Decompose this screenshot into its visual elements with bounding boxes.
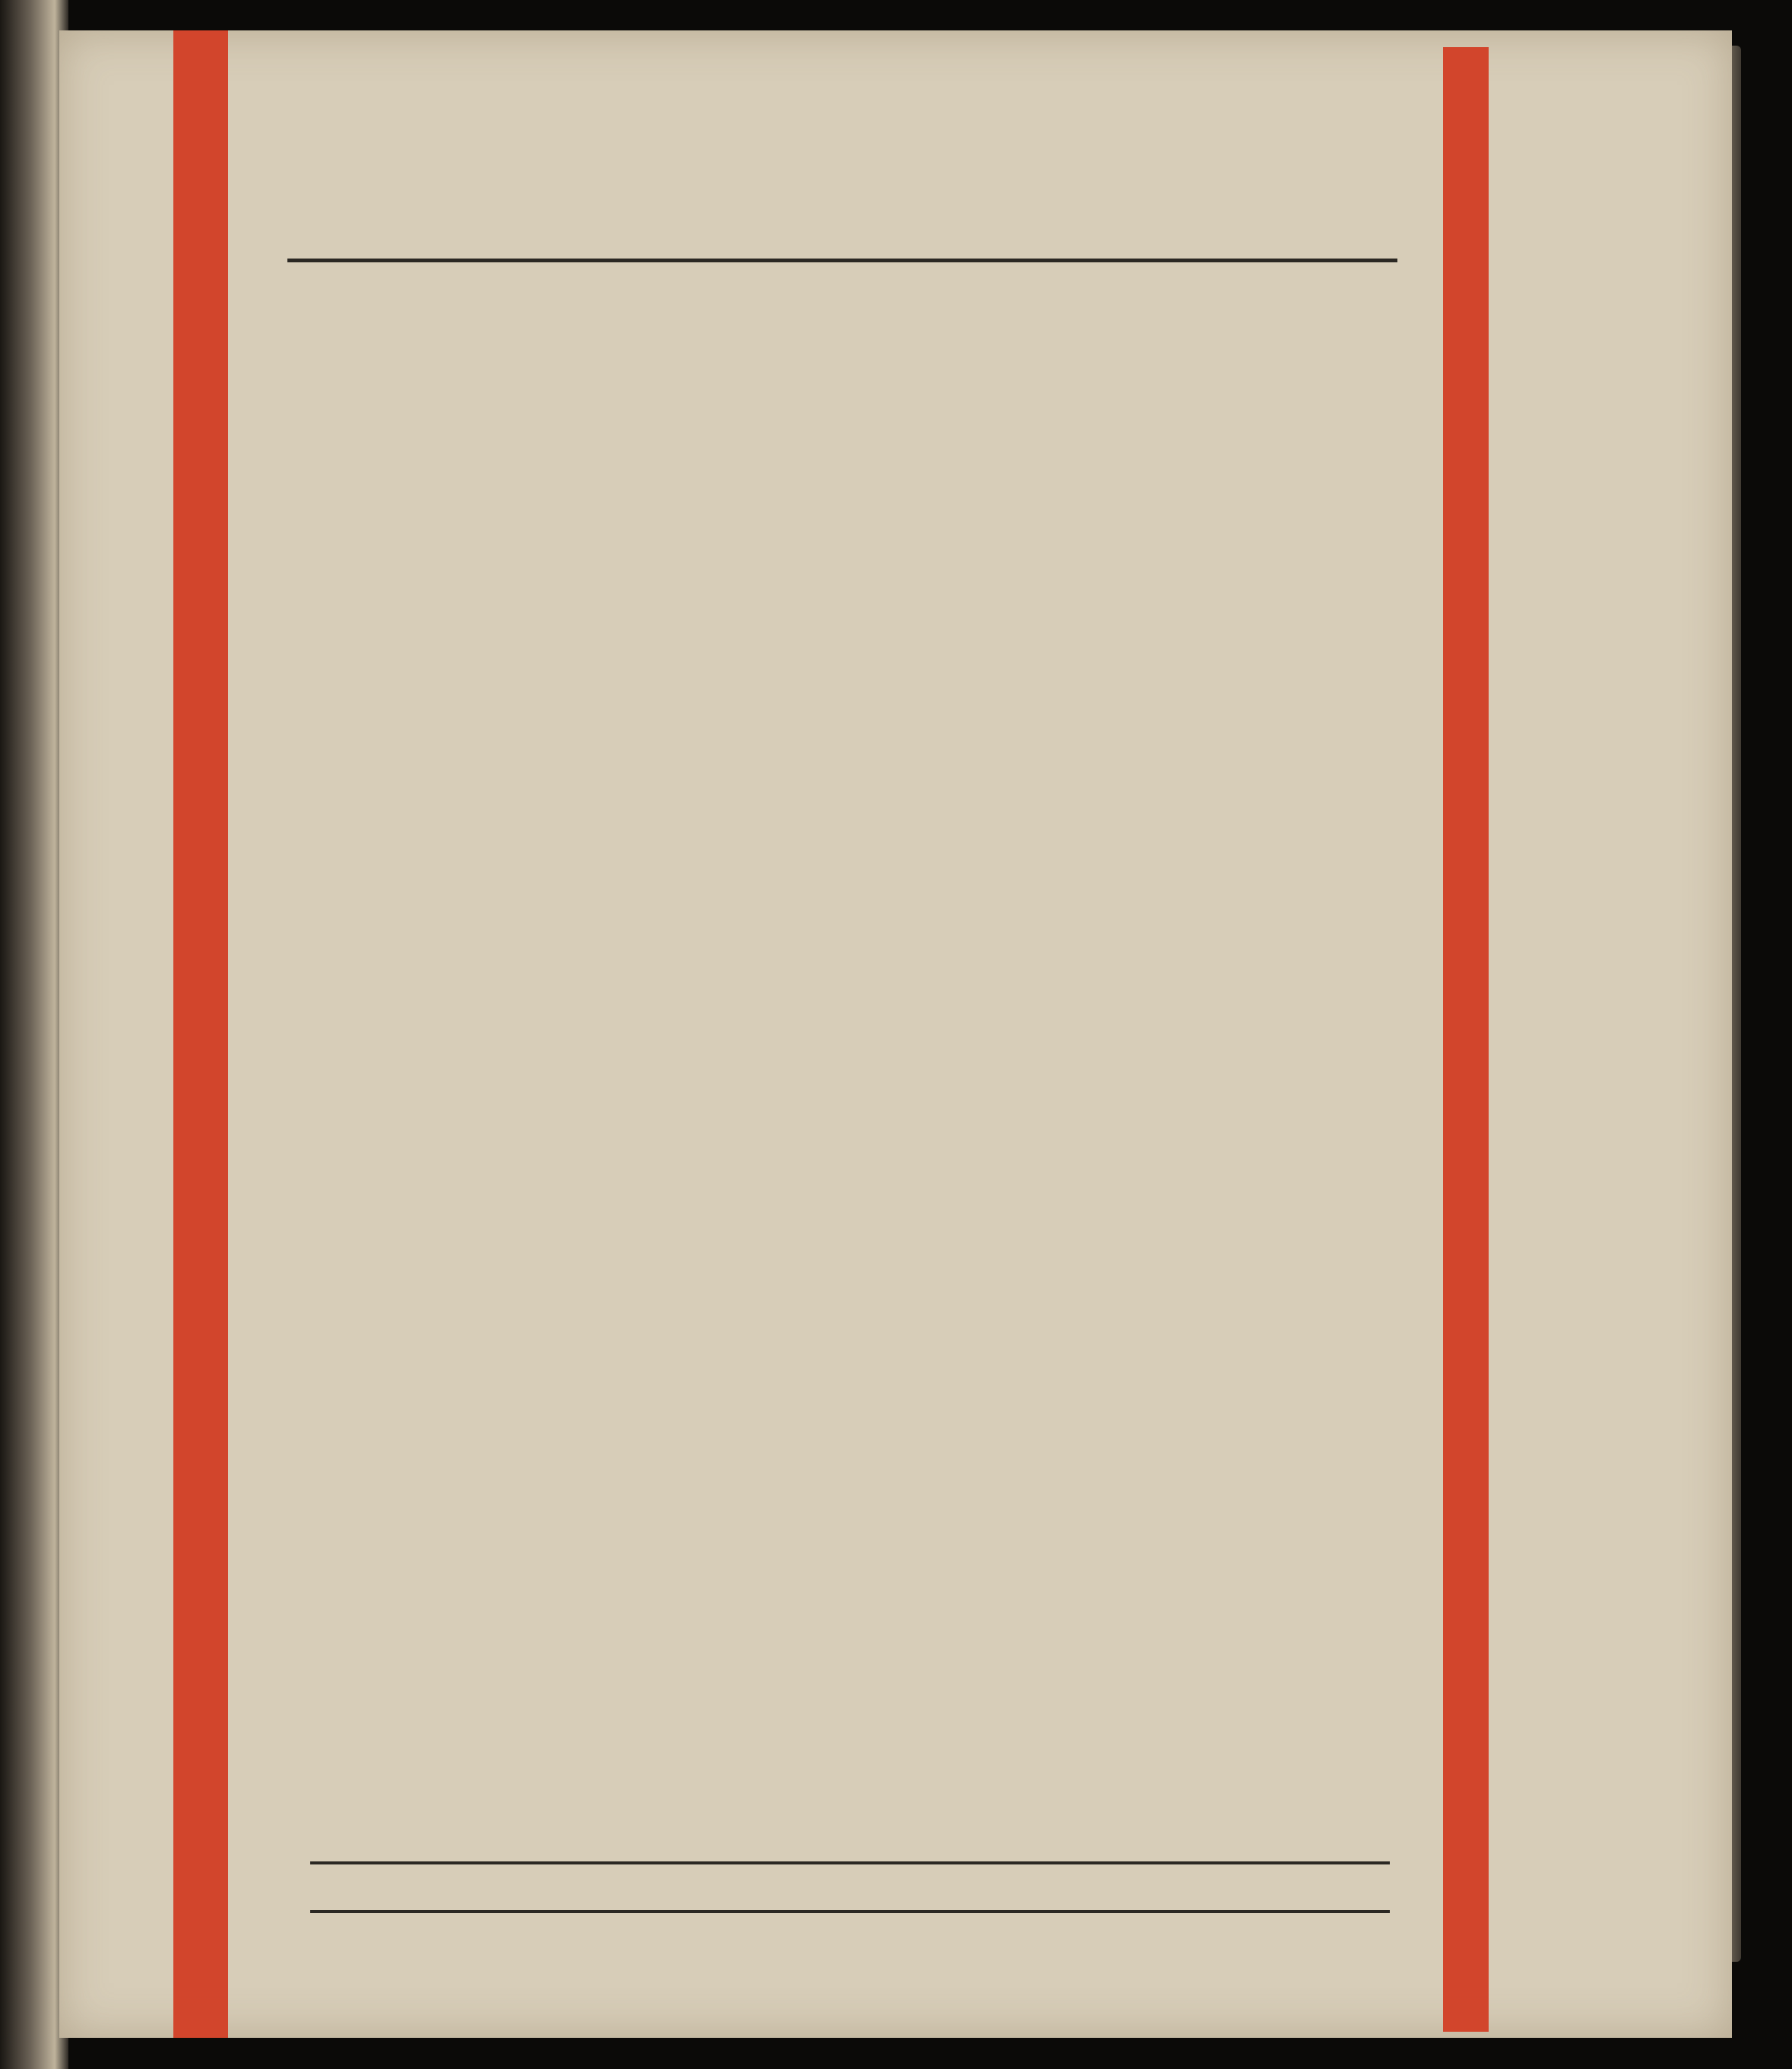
header-rule	[287, 259, 1397, 262]
footer-rule-top	[310, 1861, 1390, 1864]
red-border-right	[1443, 47, 1489, 2032]
red-border-left	[173, 30, 228, 2038]
program-page	[59, 30, 1732, 2038]
footer-rule-bottom	[310, 1910, 1390, 1913]
page-content	[287, 30, 1413, 2007]
book-binding-left	[0, 0, 68, 2069]
